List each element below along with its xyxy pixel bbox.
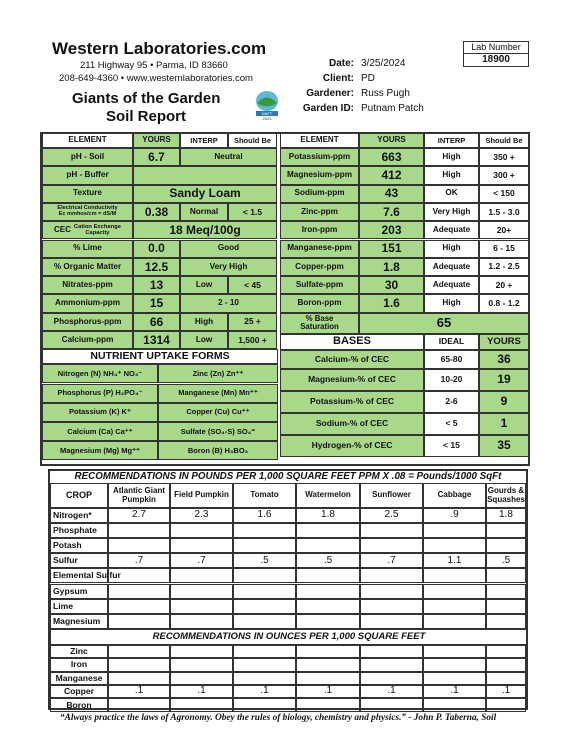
rec-cell: [296, 584, 360, 599]
rec-cell: [360, 584, 423, 599]
client-label: Client:: [322, 73, 354, 84]
svg-text:NAFT: NAFT: [261, 111, 273, 116]
rec-cell: 1.8: [296, 508, 360, 523]
rec-cell: 1.6: [233, 508, 296, 523]
right-should-1: 300 +: [479, 166, 529, 184]
nitrates-interp: Low: [180, 276, 228, 294]
bases-ideal-1: 10-20: [424, 369, 479, 391]
ammonium-interp: 2 - 10: [180, 294, 277, 312]
uptake-title: NUTRIENT UPTAKE FORMS: [42, 349, 278, 364]
rec-cell: [486, 599, 526, 614]
right-interp-4: Adequate: [424, 221, 479, 239]
right-interp-3: Very High: [424, 203, 479, 221]
rec2-cell: .1: [170, 685, 233, 698]
right-value-5: 151: [359, 240, 424, 258]
right-value-3: 7.6: [359, 203, 424, 221]
rec-cell: [170, 599, 233, 614]
bases-yours-0: 36: [479, 350, 529, 369]
rec-cell: [296, 614, 360, 629]
rec-cell: 1.1: [423, 553, 486, 568]
footer-quote: “Always practice the laws of Agronomy. Obey the rules of biology, chemistry and physics.” - John P. Taberna, Soil: [60, 713, 497, 723]
rec2-cell: [486, 658, 526, 671]
uptake-right-4: Boron (B) H₃BO₃: [158, 441, 278, 460]
rec2-cell: [423, 672, 486, 685]
om-value: 12.5: [133, 258, 180, 276]
nitrates-should: < 45: [228, 276, 277, 294]
right-interp-7: Adequate: [424, 276, 479, 294]
rec-crop-5: Cabbage: [423, 483, 486, 508]
rec-cell: [423, 599, 486, 614]
rec-cell: [486, 568, 526, 583]
rec2-cell: [233, 698, 296, 711]
phosphorus-label: Phosphorus-ppm: [42, 313, 133, 331]
base-sat-value: 65: [359, 313, 529, 334]
rec2-cell: [233, 645, 296, 658]
right-value-4: 203: [359, 221, 424, 239]
rec2-cell: [360, 645, 423, 658]
rec-cell: [108, 599, 170, 614]
ec-value: 0.38: [133, 203, 180, 221]
right-should-0: 350 +: [479, 148, 529, 166]
right-should-3: 1.5 - 3.0: [479, 203, 529, 221]
garden-id-value: Putnam Patch: [361, 103, 424, 114]
right-label-4: Iron-ppm: [280, 221, 359, 239]
rec-cell: [360, 523, 423, 538]
rec-cell: [360, 614, 423, 629]
bases-yours-header: YOURS: [479, 334, 529, 350]
rec-cell: .7: [170, 553, 233, 568]
client-value: PD: [361, 73, 375, 84]
rec2-row-label-2: Manganese: [50, 672, 108, 685]
right-label-2: Sodium-ppm: [280, 185, 359, 203]
rec-row-label-6: Lime: [50, 599, 108, 614]
report-title-1: Giants of the Garden: [72, 90, 221, 107]
uptake-right-1: Manganese (Mn) Mn⁺⁺: [158, 384, 278, 403]
rec-cell: [108, 538, 170, 553]
header-interp: INTERP: [180, 133, 228, 148]
right-value-8: 1.6: [359, 294, 424, 312]
ec-label-line1: Electrical Conductivity: [57, 205, 118, 212]
rec2-cell: [486, 672, 526, 685]
nitrates-value: 13: [133, 276, 180, 294]
right-interp-0: High: [424, 148, 479, 166]
rec-cell: [108, 523, 170, 538]
rec-cell: [108, 568, 170, 583]
report-title-2: Soil Report: [106, 108, 187, 125]
rec-cell: [233, 614, 296, 629]
rec-row-label-3: Sulfur: [50, 553, 108, 568]
company-contact: 208-649-4360 • www.westernlaboratories.com: [59, 73, 253, 84]
right-value-6: 1.8: [359, 258, 424, 276]
header-yours-right: YOURS: [359, 133, 424, 148]
right-should-8: 0.8 - 1.2: [479, 294, 529, 312]
cec-value: 18 Meq/100g: [133, 221, 277, 239]
cec-label-line2: Capacity: [85, 230, 110, 237]
rec-row-label-5: Gypsum: [50, 584, 108, 599]
right-interp-5: High: [424, 240, 479, 258]
uptake-left-3: Calcium (Ca) Ca⁺⁺: [42, 422, 158, 441]
calcium-interp: Low: [180, 331, 228, 349]
right-interp-6: Adequate: [424, 258, 479, 276]
right-should-6: 1.2 - 2.5: [479, 258, 529, 276]
rec-cell: 2.5: [360, 508, 423, 523]
rec2-cell: [486, 645, 526, 658]
rec2-row-label-1: Iron: [50, 658, 108, 671]
uptake-right-3: Sulfate (SO₄-S) SO₄⁼: [158, 422, 278, 441]
uptake-left-1: Phosphorus (P) H₂PO₄⁻: [42, 384, 158, 403]
rec-cell: [486, 523, 526, 538]
rec2-cell: [233, 672, 296, 685]
rec2-row-label-4: Boron: [50, 698, 108, 711]
rec2-cell: .1: [486, 685, 526, 698]
rec-crop-header: CROP: [50, 483, 108, 508]
rec-cell: [486, 584, 526, 599]
rec2-cell: [486, 698, 526, 711]
header-yours: YOURS: [133, 133, 180, 148]
rec2-cell: [360, 698, 423, 711]
bases-yours-4: 35: [479, 435, 529, 457]
ec-interp: Normal: [180, 203, 228, 221]
bases-title: BASES: [280, 334, 424, 350]
header-should-right: Should Be: [479, 133, 529, 148]
rec-cell: .5: [233, 553, 296, 568]
rec2-cell: [296, 645, 360, 658]
rec2-cell: .1: [296, 685, 360, 698]
right-value-1: 412: [359, 166, 424, 184]
rec-crop-6: Gourds & Squashes: [486, 483, 526, 508]
right-label-5: Manganese-ppm: [280, 240, 359, 258]
bases-label-0: Calcium-% of CEC: [280, 350, 424, 369]
ph_soil-label: pH - Soil: [42, 148, 133, 166]
rec-cell: 2.7: [108, 508, 170, 523]
svg-text:2023: 2023: [262, 116, 272, 121]
rec2-cell: [170, 672, 233, 685]
rec-cell: [360, 568, 423, 583]
phosphorus-should: 25 +: [228, 313, 277, 331]
right-label-6: Copper-ppm: [280, 258, 359, 276]
rec-cell: [423, 584, 486, 599]
rec-pounds-title: RECOMMENDATIONS IN POUNDS PER 1,000 SQUARE FEET PPM X .08 = Pounds/1000 SqFt: [74, 471, 502, 482]
right-interp-2: OK: [424, 185, 479, 203]
rec-crop-4: Sunflower: [360, 483, 423, 508]
rec2-cell: [296, 658, 360, 671]
rec-cell: [423, 538, 486, 553]
rec2-cell: [360, 658, 423, 671]
bases-ideal-2: 2-6: [424, 391, 479, 413]
rec2-cell: .1: [360, 685, 423, 698]
rec-cell: [296, 523, 360, 538]
bases-yours-3: 1: [479, 413, 529, 435]
base-sat-line1: % Base: [305, 314, 334, 324]
rec2-row-label-3: Copper: [50, 685, 108, 698]
lab-number-value: 18900: [482, 54, 510, 65]
rec-ounces-title: RECOMMENDATIONS IN OUNCES PER 1,000 SQUARE FEET: [50, 629, 528, 645]
rec-cell: [233, 584, 296, 599]
rec-cell: [296, 568, 360, 583]
rec2-cell: [360, 672, 423, 685]
base-sat-label: [280, 313, 359, 334]
bases-ideal-4: < 15: [424, 435, 479, 457]
ph-buffer-value: [133, 166, 277, 184]
garden-id-label: Garden ID:: [302, 103, 354, 114]
bases-label-2: Potassium-% of CEC: [280, 391, 424, 413]
om-interp: Very High: [180, 258, 277, 276]
rec2-cell: [170, 658, 233, 671]
uptake-left-4: Magnesium (Mg) Mg⁺⁺: [42, 441, 158, 460]
bases-ideal-header: IDEAL: [424, 334, 479, 350]
rec-cell: [423, 568, 486, 583]
rec-cell: [486, 538, 526, 553]
rec-cell: [296, 599, 360, 614]
rec-crop-2: Tomato: [233, 483, 296, 508]
ec-label: [42, 203, 133, 221]
rec-cell: [296, 538, 360, 553]
right-value-2: 43: [359, 185, 424, 203]
phosphorus-interp: High: [180, 313, 228, 331]
lime-label: % Lime: [42, 240, 133, 258]
header-element-right: ELEMENT: [280, 133, 359, 148]
right-interp-1: High: [424, 166, 479, 184]
rec-cell: [233, 523, 296, 538]
rec-crop-1: Field Pumpkin: [170, 483, 233, 508]
rec-cell: [170, 523, 233, 538]
rec-cell: .5: [296, 553, 360, 568]
base-sat-line2: Saturation: [300, 322, 339, 332]
right-label-1: Magnesium-ppm: [280, 166, 359, 184]
ammonium-label: Ammonium-ppm: [42, 294, 133, 312]
rec2-cell: .1: [423, 685, 486, 698]
gardener-value: Russ Pugh: [361, 88, 410, 99]
naft-logo: [253, 88, 281, 122]
rec2-cell: [108, 672, 170, 685]
rec-cell: [360, 599, 423, 614]
company-address: 211 Highway 95 • Parma, ID 83660: [80, 60, 228, 71]
ph_buffer-label: pH - Buffer: [42, 166, 133, 184]
rec-cell: .7: [360, 553, 423, 568]
header-element: ELEMENT: [42, 133, 133, 148]
cec-label: [42, 221, 133, 239]
rec-cell: [170, 614, 233, 629]
rec-cell: [170, 568, 233, 583]
rec2-cell: [423, 698, 486, 711]
ph_soil-interp: Neutral: [180, 148, 277, 166]
uptake-left-0: Nitrogen (N) NH₄⁺ NO₃⁻: [42, 364, 158, 383]
right-interp-8: High: [424, 294, 479, 312]
cec-label-line1: Cation Exchange: [73, 224, 121, 231]
rec-cell: [170, 584, 233, 599]
rec-cell: [170, 538, 233, 553]
om-label: % Organic Matter: [42, 258, 133, 276]
ec-label-line2: Ec mmhos/cm = dS/M: [58, 211, 117, 218]
right-label-3: Zinc-ppm: [280, 203, 359, 221]
rec-cell: [108, 584, 170, 599]
rec-cell: [423, 523, 486, 538]
rec-crop-3: Watermelon: [296, 483, 360, 508]
ph_soil-value: 6.7: [133, 148, 180, 166]
texture-label: Texture: [42, 185, 133, 203]
lab-number-label: Lab Number: [464, 42, 528, 54]
rec-cell: 2.3: [170, 508, 233, 523]
rec-cell: [233, 568, 296, 583]
rec-row-label-2: Potash: [50, 538, 108, 553]
header-should: Should Be: [228, 133, 277, 148]
rec2-cell: [108, 645, 170, 658]
uptake-right-2: Copper (Cu) Cu⁺⁺: [158, 403, 278, 422]
company-name: Western Laboratories.com: [52, 39, 267, 58]
rec2-row-label-0: Zinc: [50, 645, 108, 658]
rec-cell: [486, 614, 526, 629]
rec-row-label-0: Nitrogen*: [50, 508, 108, 523]
rec-crop-0: Atlantic Giant Pumpkin: [108, 483, 170, 508]
bases-ideal-3: < 5: [424, 413, 479, 435]
rec2-cell: .1: [233, 685, 296, 698]
rec-cell: .9: [423, 508, 486, 523]
uptake-right-0: Zinc (Zn) Zn⁺⁺: [158, 364, 278, 383]
rec2-cell: [233, 658, 296, 671]
right-label-7: Sulfate-ppm: [280, 276, 359, 294]
right-should-7: 20 +: [479, 276, 529, 294]
rec-cell: [108, 614, 170, 629]
lime-interp: Good: [180, 240, 277, 258]
rec2-cell: [423, 658, 486, 671]
cec-prefix: CEC: [54, 225, 71, 235]
ammonium-value: 15: [133, 294, 180, 312]
rec2-cell: [170, 645, 233, 658]
nitrates-label: Nitrates-ppm: [42, 276, 133, 294]
bases-label-4: Hydrogen-% of CEC: [280, 435, 424, 457]
phosphorus-value: 66: [133, 313, 180, 331]
rec-cell: [233, 538, 296, 553]
rec2-cell: [296, 672, 360, 685]
rec-row-label-7: Magnesium: [50, 614, 108, 629]
lab-number-box: [463, 41, 529, 67]
right-label-0: Potassium-ppm: [280, 148, 359, 166]
rec2-cell: [170, 698, 233, 711]
right-should-5: 6 - 15: [479, 240, 529, 258]
right-label-8: Boron-ppm: [280, 294, 359, 312]
lime-value: 0.0: [133, 240, 180, 258]
rec-cell: [423, 614, 486, 629]
right-should-4: 20+: [479, 221, 529, 239]
calcium-value: 1314: [133, 331, 180, 349]
rec-cell: [360, 538, 423, 553]
rec2-cell: [108, 658, 170, 671]
uptake-left-2: Potassium (K) K⁺: [42, 403, 158, 422]
texture-value: Sandy Loam: [133, 185, 277, 203]
rec-row-label-4: Elemental Sulfur: [50, 568, 108, 583]
rec-cell: .5: [486, 553, 526, 568]
right-value-7: 30: [359, 276, 424, 294]
rec-row-label-1: Phosphate: [50, 523, 108, 538]
calcium-should: 1,500 +: [228, 331, 277, 349]
date-label: Date:: [328, 58, 354, 69]
rec2-cell: .1: [108, 685, 170, 698]
rec2-cell: [296, 698, 360, 711]
rec-cell: [233, 599, 296, 614]
rec2-cell: [423, 645, 486, 658]
bases-label-1: Magnesium-% of CEC: [280, 369, 424, 391]
bases-yours-1: 19: [479, 369, 529, 391]
gardener-label: Gardener:: [306, 88, 354, 99]
rec-cell: 1.8: [486, 508, 526, 523]
header-interp-right: INTERP: [424, 133, 479, 148]
rec2-cell: [108, 698, 170, 711]
bases-ideal-0: 65-80: [424, 350, 479, 369]
ec-should: < 1.5: [228, 203, 277, 221]
right-should-2: < 150: [479, 185, 529, 203]
date-value: 3/25/2024: [361, 58, 406, 69]
bases-label-3: Sodium-% of CEC: [280, 413, 424, 435]
bases-yours-2: 9: [479, 391, 529, 413]
right-value-0: 663: [359, 148, 424, 166]
rec-cell: .7: [108, 553, 170, 568]
calcium-label: Calcium-ppm: [42, 331, 133, 349]
